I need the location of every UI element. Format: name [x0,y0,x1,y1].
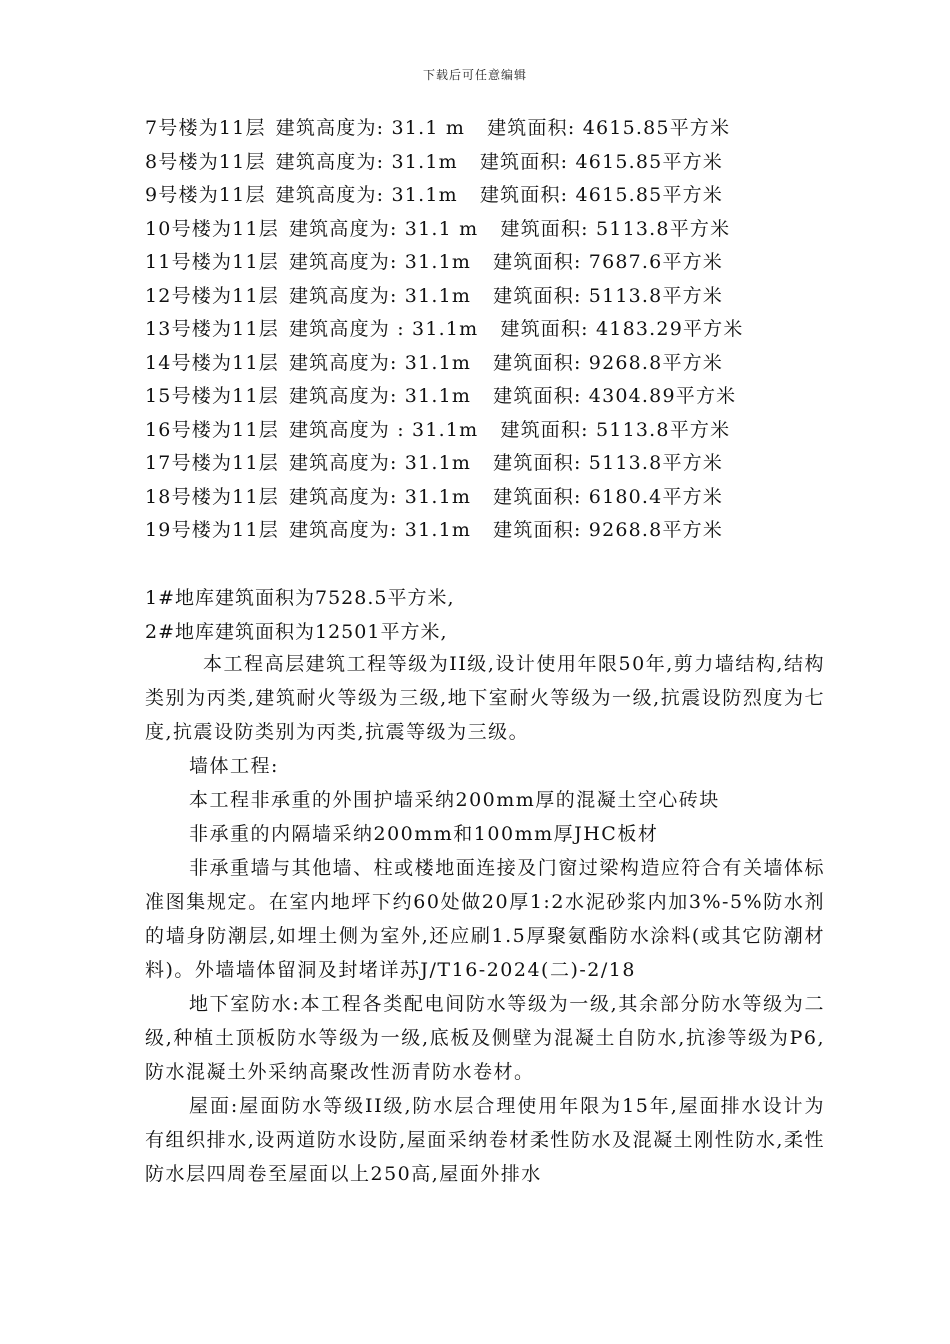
building-name: 19号楼为11层 [145,519,279,541]
building-name: 9号楼为11层 [145,184,266,206]
building-name: 18号楼为11层 [145,485,279,508]
basement-2-area: 2#地库建筑面积为12501平方米, [145,621,448,643]
body-text [145,647,825,1191]
building-height: 建筑高度为: 31.1 m [275,117,466,139]
building-area: 建筑面积: 9268.8平方米 [493,351,724,374]
building-height: 建筑高度为: 31.1m [275,184,458,206]
building-height: 建筑高度为: 31.1m [288,251,472,273]
building-row-17 [145,447,845,481]
building-area: 建筑面积: 5113.8平方米 [500,418,731,441]
building-height: 建筑高度为: 31.1m [288,452,472,474]
building-name: 17号楼为11层 [145,452,279,474]
building-row-13 [145,313,845,347]
roof-paragraph: 屋面:屋面防水等级II级,防水层合理使用年限为15年,屋面排水设计为有组织排水,设两道防水设防,屋面采纳卷材柔性防水及混凝土刚性防水,柔性防水层四周卷至屋面以上250高,屋面外排水 [145,1095,825,1185]
building-row-18 [145,481,845,515]
building-name: 11号楼为11层 [145,251,279,273]
building-row-12 [145,280,845,314]
outer-wall-paragraph: 本工程非承重的外围护墙采纳200mm厚的混凝土空心砖块 [189,789,720,811]
wall-section-heading: 墙体工程: [189,755,279,777]
inner-wall-paragraph: 非承重的内隔墙采纳200mm和100mm厚JHC板材 [189,823,659,845]
building-list [145,112,845,548]
building-area: 建筑面积: 4615.85平方米 [487,117,731,139]
building-name: 10号楼为11层 [145,217,279,240]
building-row-8 [145,146,845,180]
building-area: 建筑面积: 7687.6平方米 [493,251,724,273]
page-header: 下载后可任意编辑 [422,68,527,82]
building-name: 7号楼为11层 [145,117,266,139]
building-row-11 [145,246,845,280]
building-height: 建筑高度为: 31.1m [275,150,458,173]
basement-area-list [145,581,825,649]
building-row-15 [145,380,845,414]
building-area: 建筑面积: 5113.8平方米 [500,217,731,240]
building-area: 建筑面积: 4304.89平方米 [493,385,737,407]
building-height: 建筑高度为: 31.1m [288,351,472,374]
building-height: 建筑高度为: 31.1 m [288,217,479,240]
building-name: 15号楼为11层 [145,385,279,407]
building-name: 12号楼为11层 [145,284,279,307]
project-grade-paragraph: 本工程高层建筑工程等级为II级,设计使用年限50年,剪力墙结构,结构类别为丙类,建筑耐火等级为三级,地下室耐火等级为一级,抗震设防烈度为七度,抗震设防类别为丙类,抗震等级为三级。 [145,653,825,743]
building-name: 16号楼为11层 [145,418,279,441]
building-row-9 [145,179,845,213]
building-name: 8号楼为11层 [145,150,266,173]
building-name: 14号楼为11层 [145,351,279,374]
building-area: 建筑面积: 5113.8平方米 [493,452,724,474]
building-area: 建筑面积: 4615.85平方米 [479,150,724,173]
building-area: 建筑面积: 4183.29平方米 [500,318,744,340]
building-row-19 [145,514,845,548]
building-height: 建筑高度为 : 31.1m [288,318,479,340]
wall-joint-paragraph: 非承重墙与其他墙、柱或楼地面连接及门窗过梁构造应符合有关墙体标准图集规定。在室内地坪下约60处做20厚1:2水泥砂浆内加3%-5%防水剂的墙身防潮层,如埋土侧为室外,还应刷1.5厚聚氨酯防水涂料(或其它防潮材料)。外墙墙体留洞及封堵详苏J/T16-2024(二)-2/18 [145,857,825,981]
building-row-14 [145,347,845,381]
building-height: 建筑高度为: 31.1m [288,385,472,407]
building-name: 13号楼为11层 [145,318,279,340]
building-area: 建筑面积: 4615.85平方米 [479,184,724,206]
building-area: 建筑面积: 5113.8平方米 [493,284,724,307]
building-height: 建筑高度为: 31.1m [288,284,472,307]
building-area: 建筑面积: 9268.8平方米 [493,519,724,541]
building-height: 建筑高度为: 31.1m [288,519,472,541]
building-row-7 [145,112,845,146]
basement-waterproof-paragraph: 地下室防水:本工程各类配电间防水等级为一级,其余部分防水等级为二级,种植土顶板防水等级为一级,底板及侧壁为混凝土自防水,抗渗等级为P6,防水混凝土外采纳高聚改性沥青防水卷材。 [145,993,825,1083]
building-row-10 [145,213,845,247]
building-row-16 [145,414,845,448]
building-height: 建筑高度为: 31.1m [288,485,472,508]
building-area: 建筑面积: 6180.4平方米 [493,485,724,508]
building-height: 建筑高度为 : 31.1m [288,418,479,441]
basement-1-area: 1#地库建筑面积为7528.5平方米, [145,587,455,609]
